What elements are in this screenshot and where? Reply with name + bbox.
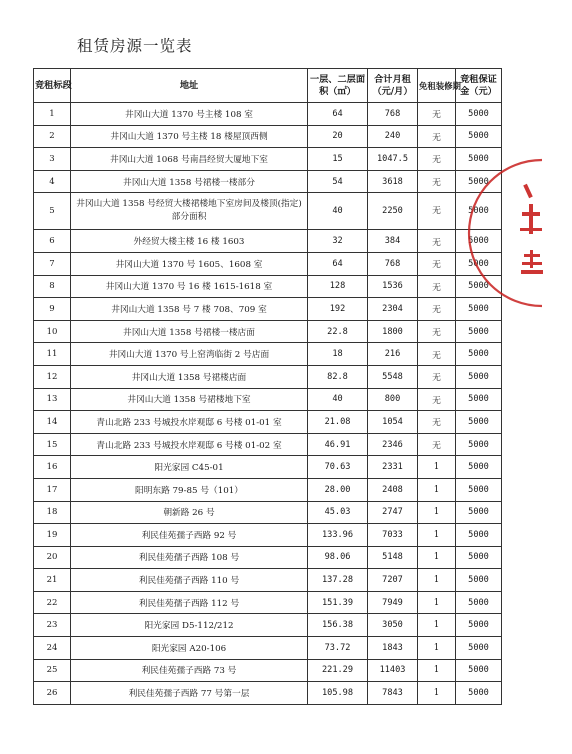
header-free-period: 免租装修期 (418, 69, 456, 103)
row-rent: 7033 (368, 524, 418, 547)
row-free-period: 无 (418, 298, 456, 321)
row-area: 18 (308, 343, 368, 366)
row-seq: 14 (34, 411, 71, 434)
row-deposit: 5000 (456, 343, 502, 366)
row-address: 外经贸大楼主楼 16 楼 1603 (71, 230, 308, 253)
row-deposit: 5000 (456, 524, 502, 547)
row-rent: 1054 (368, 411, 418, 434)
row-address: 井冈山大道 1370 号主楼 18 楼屋顶西侧 (71, 125, 308, 148)
row-deposit: 5000 (456, 433, 502, 456)
row-free-period: 1 (418, 478, 456, 501)
row-rent: 1047.5 (368, 148, 418, 171)
table-row (34, 637, 502, 660)
row-area: 20 (308, 125, 368, 148)
row-rent: 7207 (368, 569, 418, 592)
table-row (34, 659, 502, 682)
row-seq: 25 (34, 659, 71, 682)
row-address: 青山北路 233 号城投水岸观邸 6 号楼 01-02 室 (71, 433, 308, 456)
row-rent: 240 (368, 125, 418, 148)
row-free-period: 无 (418, 193, 456, 230)
row-address: 井冈山大道 1358 号裙楼一楼部分 (71, 170, 308, 193)
row-free-period: 无 (418, 148, 456, 171)
row-deposit: 5000 (456, 456, 502, 479)
row-address: 朝新路 26 号 (71, 501, 308, 524)
row-address: 阳光家园 D5-112/212 (71, 614, 308, 637)
row-rent: 2331 (368, 456, 418, 479)
row-address: 利民佳苑孺子西路 110 号 (71, 569, 308, 592)
row-rent: 384 (368, 230, 418, 253)
table-row (34, 456, 502, 479)
table-row (34, 298, 502, 321)
row-deposit: 5000 (456, 170, 502, 193)
header-address: 地址 (71, 69, 308, 103)
row-rent: 5548 (368, 365, 418, 388)
row-deposit: 5000 (456, 148, 502, 171)
row-rent: 2346 (368, 433, 418, 456)
row-area: 156.38 (308, 614, 368, 637)
row-address: 阳光家园 A20-106 (71, 637, 308, 660)
table-row (34, 478, 502, 501)
row-rent: 7949 (368, 591, 418, 614)
row-rent: 11403 (368, 659, 418, 682)
row-free-period: 1 (418, 501, 456, 524)
row-free-period: 无 (418, 365, 456, 388)
row-deposit: 5000 (456, 569, 502, 592)
row-seq: 26 (34, 682, 71, 705)
table-header-row (34, 69, 502, 103)
table-row (34, 614, 502, 637)
page-title: 租赁房源一览表 (77, 37, 193, 55)
row-seq: 22 (34, 591, 71, 614)
table-row (34, 569, 502, 592)
row-address: 青山北路 233 号城投水岸观邸 6 号楼 01-01 室 (71, 411, 308, 434)
row-rent: 1800 (368, 320, 418, 343)
row-deposit: 5000 (456, 501, 502, 524)
row-free-period: 无 (418, 433, 456, 456)
row-address: 井冈山大道 1370 号上窑湾临街 2 号店面 (71, 343, 308, 366)
row-address: 井冈山大道 1358 号裙楼地下室 (71, 388, 308, 411)
row-address: 井冈山大道 1370 号 16 楼 1615-1618 室 (71, 275, 308, 298)
row-address: 利民佳苑孺子西路 108 号 (71, 546, 308, 569)
row-area: 151.39 (308, 591, 368, 614)
row-address: 利民佳苑孺子西路 77 号第一层 (71, 682, 308, 705)
row-address: 井冈山大道 1370 号 1605、1608 室 (71, 252, 308, 275)
row-area: 28.00 (308, 478, 368, 501)
row-deposit: 5000 (456, 365, 502, 388)
row-free-period: 无 (418, 388, 456, 411)
row-address: 阳光家园 C45-01 (71, 456, 308, 479)
row-area: 70.63 (308, 456, 368, 479)
row-deposit: 5000 (456, 637, 502, 660)
row-seq: 20 (34, 546, 71, 569)
row-seq: 23 (34, 614, 71, 637)
row-seq: 15 (34, 433, 71, 456)
header-rent: 合计月租（元/月） (368, 69, 418, 103)
row-area: 98.06 (308, 546, 368, 569)
row-free-period: 1 (418, 659, 456, 682)
table-row (34, 125, 502, 148)
red-seal-stamp (512, 158, 572, 308)
row-seq: 24 (34, 637, 71, 660)
table-row (34, 170, 502, 193)
row-deposit: 5000 (456, 275, 502, 298)
row-seq: 3 (34, 148, 71, 171)
row-rent: 2250 (368, 193, 418, 230)
row-seq: 9 (34, 298, 71, 321)
row-rent: 768 (368, 103, 418, 126)
row-area: 21.08 (308, 411, 368, 434)
header-deposit: 竞租保证金（元） (456, 69, 502, 103)
row-area: 40 (308, 193, 368, 230)
table-row (34, 546, 502, 569)
row-free-period: 1 (418, 524, 456, 547)
table-row (34, 320, 502, 343)
row-deposit: 5000 (456, 125, 502, 148)
row-free-period: 1 (418, 546, 456, 569)
row-seq: 18 (34, 501, 71, 524)
row-address: 井冈山大道 1370 号主楼 108 室 (71, 103, 308, 126)
row-rent: 1843 (368, 637, 418, 660)
table-row (34, 501, 502, 524)
table-body (34, 103, 502, 705)
table-row (34, 365, 502, 388)
row-deposit: 5000 (456, 411, 502, 434)
header-seq: 竞租标段 (34, 69, 71, 103)
row-deposit: 5000 (456, 230, 502, 253)
table-row (34, 591, 502, 614)
table-row (34, 524, 502, 547)
row-seq: 11 (34, 343, 71, 366)
table-row (34, 252, 502, 275)
row-deposit: 5000 (456, 682, 502, 705)
row-free-period: 无 (418, 252, 456, 275)
row-deposit: 5000 (456, 478, 502, 501)
row-address: 井冈山大道 1358 号裙楼店面 (71, 365, 308, 388)
rental-listing-table (33, 68, 502, 705)
row-free-period: 无 (418, 320, 456, 343)
row-deposit: 5000 (456, 298, 502, 321)
table-row (34, 388, 502, 411)
row-area: 82.8 (308, 365, 368, 388)
row-seq: 13 (34, 388, 71, 411)
row-free-period: 无 (418, 343, 456, 366)
row-seq: 12 (34, 365, 71, 388)
table-row (34, 148, 502, 171)
row-address: 利民佳苑孺子西路 112 号 (71, 591, 308, 614)
table-row (34, 682, 502, 705)
row-area: 128 (308, 275, 368, 298)
row-free-period: 1 (418, 614, 456, 637)
row-area: 64 (308, 103, 368, 126)
row-free-period: 1 (418, 682, 456, 705)
row-deposit: 5000 (456, 591, 502, 614)
row-rent: 768 (368, 252, 418, 275)
row-free-period: 无 (418, 411, 456, 434)
row-deposit: 5000 (456, 614, 502, 637)
row-deposit: 5000 (456, 103, 502, 126)
table-row (34, 433, 502, 456)
row-seq: 16 (34, 456, 71, 479)
row-rent: 800 (368, 388, 418, 411)
row-free-period: 无 (418, 170, 456, 193)
table-row (34, 103, 502, 126)
row-seq: 5 (34, 193, 71, 230)
row-area: 137.28 (308, 569, 368, 592)
row-rent: 2408 (368, 478, 418, 501)
row-seq: 17 (34, 478, 71, 501)
row-free-period: 1 (418, 591, 456, 614)
row-deposit: 5000 (456, 546, 502, 569)
row-address: 利民佳苑孺子西路 73 号 (71, 659, 308, 682)
row-area: 22.8 (308, 320, 368, 343)
row-seq: 6 (34, 230, 71, 253)
row-rent: 3050 (368, 614, 418, 637)
row-seq: 4 (34, 170, 71, 193)
row-address: 井冈山大道 1358 号裙楼一楼店面 (71, 320, 308, 343)
row-rent: 3618 (368, 170, 418, 193)
row-free-period: 1 (418, 569, 456, 592)
row-deposit: 5000 (456, 193, 502, 230)
row-free-period: 1 (418, 637, 456, 660)
row-address: 利民佳苑孺子西路 92 号 (71, 524, 308, 547)
row-area: 15 (308, 148, 368, 171)
row-rent: 1536 (368, 275, 418, 298)
row-seq: 21 (34, 569, 71, 592)
row-rent: 5148 (368, 546, 418, 569)
row-area: 192 (308, 298, 368, 321)
row-deposit: 5000 (456, 659, 502, 682)
row-seq: 2 (34, 125, 71, 148)
table-row (34, 343, 502, 366)
table-row (34, 411, 502, 434)
row-free-period: 无 (418, 275, 456, 298)
row-seq: 7 (34, 252, 71, 275)
row-rent: 2747 (368, 501, 418, 524)
row-area: 105.98 (308, 682, 368, 705)
row-area: 45.03 (308, 501, 368, 524)
row-seq: 8 (34, 275, 71, 298)
table-row (34, 193, 502, 230)
row-free-period: 无 (418, 230, 456, 253)
row-area: 221.29 (308, 659, 368, 682)
row-deposit: 5000 (456, 252, 502, 275)
row-free-period: 无 (418, 103, 456, 126)
row-area: 64 (308, 252, 368, 275)
row-area: 54 (308, 170, 368, 193)
table-row (34, 275, 502, 298)
row-area: 32 (308, 230, 368, 253)
row-free-period: 无 (418, 125, 456, 148)
row-rent: 216 (368, 343, 418, 366)
row-area: 46.91 (308, 433, 368, 456)
row-seq: 1 (34, 103, 71, 126)
header-area: 一层、二层面积（㎡） (308, 69, 368, 103)
row-rent: 7843 (368, 682, 418, 705)
row-area: 133.96 (308, 524, 368, 547)
row-deposit: 5000 (456, 320, 502, 343)
row-deposit: 5000 (456, 388, 502, 411)
row-address: 井冈山大道 1068 号南昌经贸大厦地下室 (71, 148, 308, 171)
row-seq: 10 (34, 320, 71, 343)
table-row (34, 230, 502, 253)
row-seq: 19 (34, 524, 71, 547)
row-rent: 2304 (368, 298, 418, 321)
row-address: 井冈山大道 1358 号 7 楼 708、709 室 (71, 298, 308, 321)
row-address: 阳明东路 79-85 号（101） (71, 478, 308, 501)
row-area: 40 (308, 388, 368, 411)
row-free-period: 1 (418, 456, 456, 479)
row-area: 73.72 (308, 637, 368, 660)
row-address: 井冈山大道 1358 号经贸大楼裙楼地下室房间及楼顶(指定)部分面积 (71, 193, 308, 230)
